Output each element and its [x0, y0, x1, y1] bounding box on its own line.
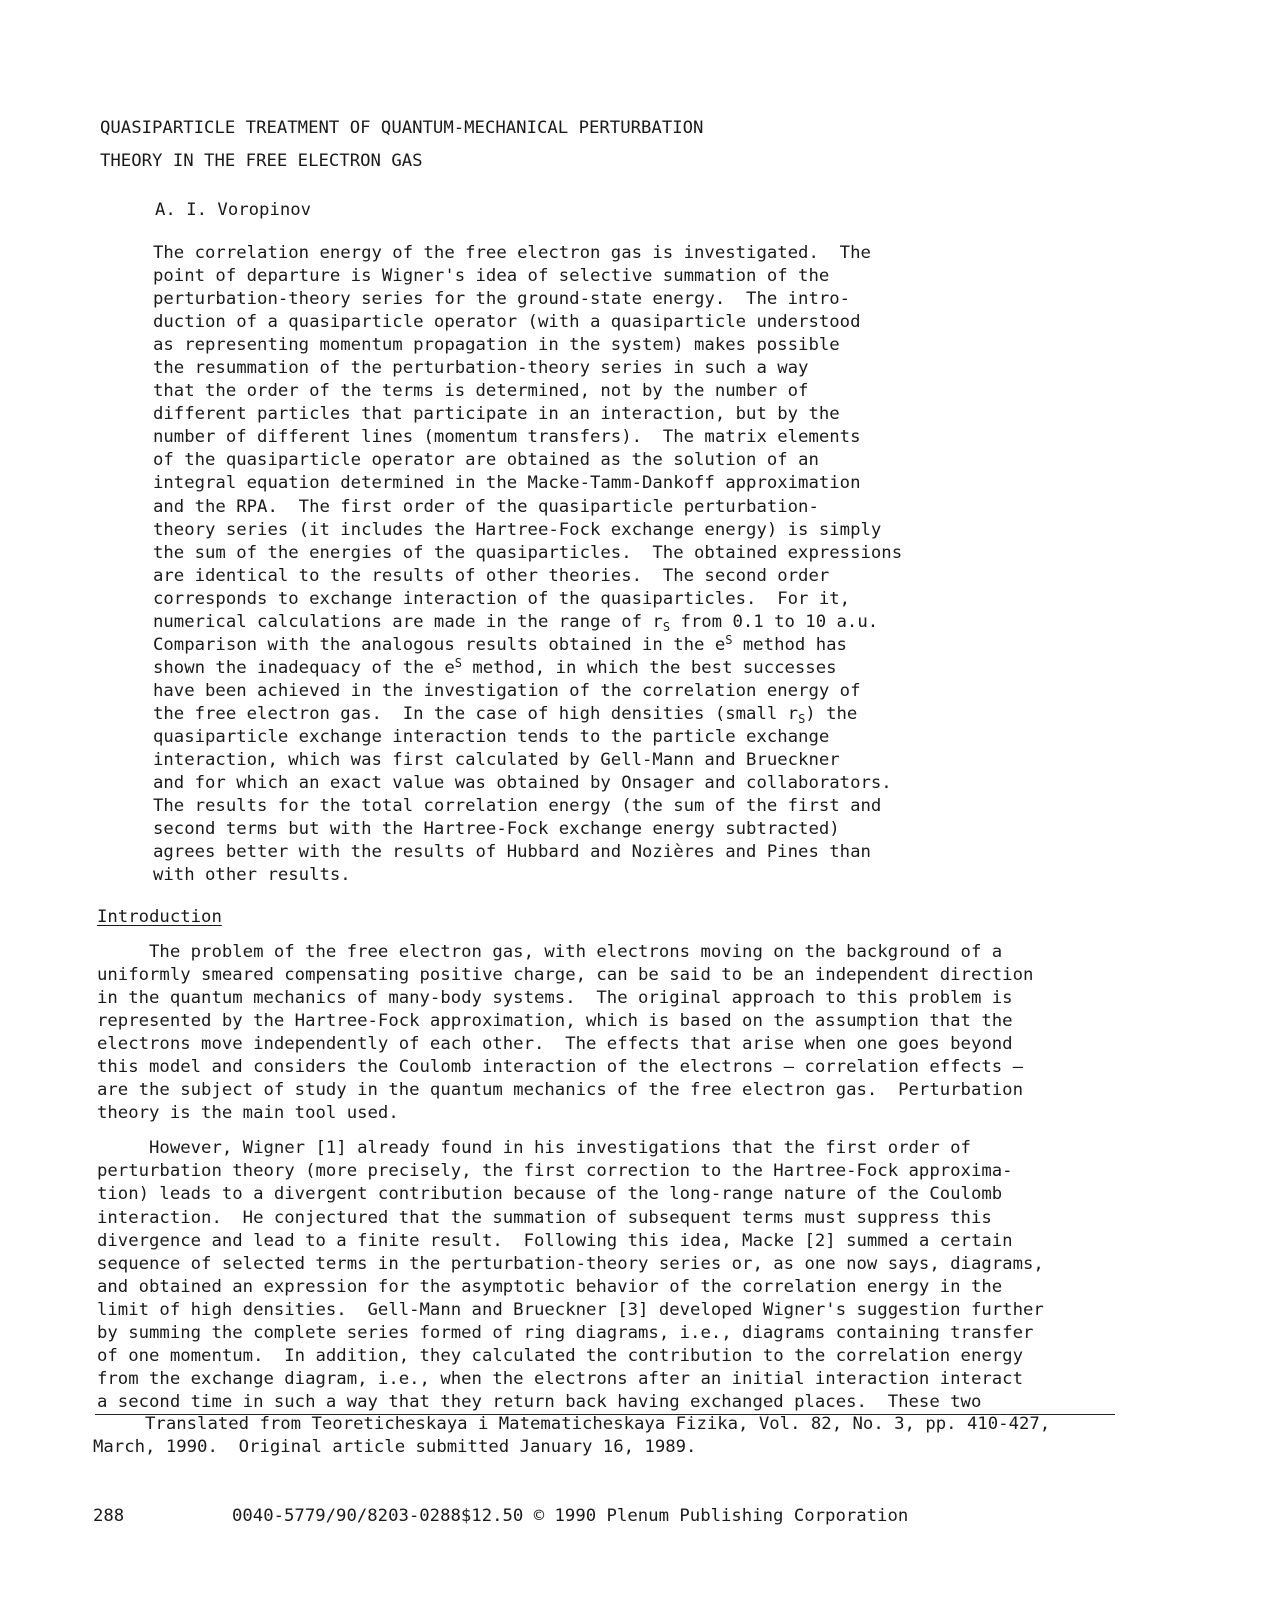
abstract-text: the free electron gas. In the case of high densities (small r [153, 703, 799, 724]
abstract-line: number of different lines (momentum transfers). The matrix elements [153, 427, 861, 448]
abstract-line: as representing momentum propagation in the system) makes possible [153, 335, 840, 356]
abstract-text: ) the [805, 703, 858, 724]
body-line: from the exchange diagram, i.e., when the electrons after an initial interaction interact [97, 1368, 1023, 1389]
abstract-line: theory series (it includes the Hartree-Fock exchange energy) is simply [153, 519, 882, 540]
abstract-line: interaction, which was first calculated by Gell-Mann and Brueckner [153, 750, 840, 771]
abstract-text: method, in which the best successes [461, 657, 837, 678]
abstract-line: integral equation determined in the Macke-Tamm-Dankoff approximation [153, 473, 861, 494]
abstract-line: The correlation energy of the free electron gas is investigated. The [153, 243, 871, 263]
abstract-text: from 0.1 to 10 a.u. [670, 611, 879, 632]
body-line: However, Wigner [1] already found in his investigations that the first order of [97, 1138, 971, 1159]
body-line: theory is the main tool used. [97, 1103, 399, 1124]
body-line: by summing the complete series formed of ring diagrams, i.e., diagrams containing transfer [97, 1322, 1034, 1343]
abstract-line [153, 703, 902, 726]
author-name: A. I. Voropinov [155, 200, 312, 220]
abstract-line: of the quasiparticle operator are obtained as the solution of an [153, 450, 819, 471]
abstract-text: method has [732, 634, 847, 655]
page-number: 288 [93, 1506, 125, 1526]
body-line: The problem of the free electron gas, with electrons moving on the background of a [97, 942, 1003, 962]
abstract-text: numerical calculations are made in the range of r [153, 611, 663, 632]
abstract-line: point of departure is Wigner's idea of selective summation of the [153, 266, 830, 287]
copyright-line: 0040-5779/90/8203-0288$12.50 © 1990 Plenum Publishing Corporation [232, 1506, 909, 1526]
footnote-line: Translated from Teoreticheskaya i Matematicheskaya Fizika, Vol. 82, No. 3, pp. 410-427, [93, 1414, 1051, 1434]
footnote [93, 1413, 1050, 1459]
footnote-line: March, 1990. Original article submitted January 16, 1989. [93, 1437, 697, 1458]
abstract-line: different particles that participate in an interaction, but by the [153, 404, 840, 425]
abstract-text: shown the inadequacy of the e [153, 657, 455, 678]
abstract-line [153, 611, 902, 634]
abstract-line: and for which an exact value was obtained by Onsager and collaborators. [153, 773, 892, 794]
abstract-line: and the RPA. The first order of the quasiparticle perturbation- [153, 496, 819, 517]
abstract-line: that the order of the terms is determined, not by the number of [153, 381, 809, 402]
abstract-line [153, 657, 902, 680]
abstract-line: perturbation-theory series for the ground-state energy. The intro- [153, 289, 851, 310]
subscript-s: S [662, 619, 671, 634]
abstract-line: the sum of the energies of the quasiparticles. The obtained expressions [153, 542, 903, 563]
paper-title-line-1: QUASIPARTICLE TREATMENT OF QUANTUM-MECHANICAL PERTURBATION [100, 118, 704, 138]
body-line: are the subject of study in the quantum mechanics of the free electron gas. Perturbation [97, 1080, 1023, 1101]
introduction-body [97, 941, 1044, 1414]
abstract-line: are identical to the results of other theories. The second order [153, 565, 830, 586]
subscript-s: S [798, 711, 806, 726]
body-line: tion) leads to a divergent contribution because of the long-range nature of the Coulomb [97, 1184, 1003, 1205]
section-heading-introduction: Introduction [97, 907, 222, 927]
abstract-line: corresponds to exchange interaction of the quasiparticles. For it, [153, 588, 851, 609]
body-line: uniformly smeared compensating positive charge, can be said to be an independent direction [97, 965, 1034, 986]
abstract-line: the resummation of the perturbation-theory series in such a way [153, 358, 809, 379]
abstract-line: have been achieved in the investigation of the correlation energy of [153, 680, 861, 701]
abstract [153, 242, 902, 887]
paper-title-line-2: THEORY IN THE FREE ELECTRON GAS [100, 151, 423, 171]
body-line: and obtained an expression for the asymptotic behavior of the correlation energy in the [97, 1276, 1003, 1297]
abstract-line: The results for the total correlation energy (the sum of the first and [153, 796, 882, 817]
abstract-line: with other results. [153, 865, 351, 886]
abstract-line: agrees better with the results of Hubbard and Nozières and Pines than [153, 842, 871, 863]
body-line: perturbation theory (more precisely, the first correction to the Hartree-Fock approxima- [97, 1161, 1013, 1182]
paragraph-gap [97, 1125, 1044, 1137]
abstract-line: second terms but with the Hartree-Fock exchange energy subtracted) [153, 819, 840, 840]
body-line: represented by the Hartree-Fock approximation, which is based on the assumption that the [97, 1011, 1013, 1032]
abstract-line [153, 634, 902, 657]
body-line: divergence and lead to a finite result. Following this idea, Macke [2] summed a certain [97, 1230, 1013, 1251]
body-line: a second time in such a way that they return back having exchanged places. These two [97, 1391, 982, 1412]
abstract-text: Comparison with the analogous results obtained in the e [153, 634, 726, 655]
abstract-line: quasiparticle exchange interaction tends to the particle exchange [153, 726, 830, 747]
superscript-s: S [454, 655, 462, 670]
body-line: sequence of selected terms in the perturbation-theory series or, as one now says, diagrams, [97, 1253, 1044, 1274]
body-line: limit of high densities. Gell-Mann and Brueckner [3] developed Wigner's suggestion further [97, 1299, 1044, 1320]
abstract-line: duction of a quasiparticle operator (with a quasiparticle understood [153, 312, 861, 333]
body-line: electrons move independently of each other. The effects that arise when one goes beyond [97, 1034, 1013, 1055]
body-line: interaction. He conjectured that the summation of subsequent terms must suppress this [97, 1207, 992, 1228]
superscript-s: S [725, 632, 733, 647]
body-line: of one momentum. In addition, they calculated the contribution to the correlation energy [97, 1345, 1023, 1366]
body-line: this model and considers the Coulomb interaction of the electrons — correlation effects — [97, 1057, 1023, 1078]
body-line: in the quantum mechanics of many-body systems. The original approach to this problem is [97, 988, 1013, 1009]
